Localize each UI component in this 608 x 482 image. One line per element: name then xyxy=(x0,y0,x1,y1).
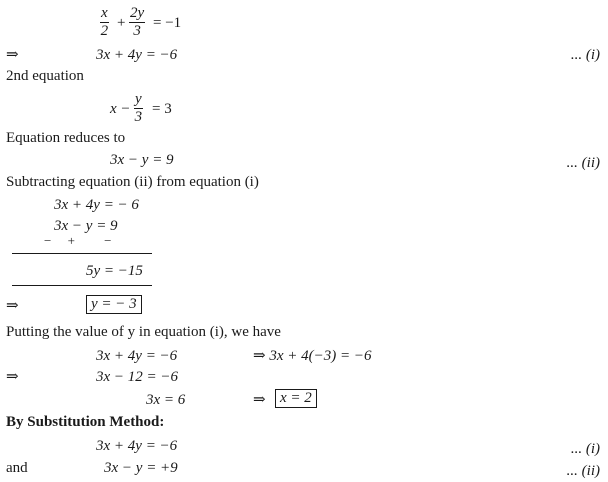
subtraction-rule-bottom xyxy=(12,285,152,286)
fraction-numerator: y xyxy=(135,91,142,107)
fraction-denominator: 2 xyxy=(100,23,109,39)
implies-arrow: ⇒ xyxy=(6,298,19,314)
label-2nd-equation: 2nd equation xyxy=(6,68,84,84)
label-equation-reduces: Equation reduces to xyxy=(6,130,126,146)
label-subtracting: Subtracting equation (ii) from equation (i) xyxy=(6,174,259,190)
fraction-denominator: 3 xyxy=(129,22,145,39)
implies-arrow: ⇒ xyxy=(6,369,19,385)
fraction-numerator: x xyxy=(101,5,108,21)
final-equation-i: 3x + 4y = −6 xyxy=(96,438,178,454)
subtraction-row-1: 3x + 4y = − 6 xyxy=(54,197,139,213)
fraction-numerator: 2y xyxy=(130,5,145,21)
section-heading-substitution: By Substitution Method: xyxy=(6,414,165,430)
subtraction-signs: − + − xyxy=(44,233,112,248)
implies-arrow: ⇒ xyxy=(6,47,19,63)
equation-i: 3x + 4y = −6 xyxy=(96,47,178,63)
fraction-2y-over-3 xyxy=(129,6,145,39)
final-equation-ii: 3x − y = +9 xyxy=(104,460,178,476)
step-1-equation: 3x + 4y = −6 xyxy=(96,348,178,364)
subtraction-rule-top xyxy=(12,253,152,254)
subtraction-row-2: 3x − y = 9 xyxy=(54,218,118,234)
step-1-substituted: ⇒ 3x + 4(−3) = −6 xyxy=(253,348,372,364)
plus-sign: + xyxy=(117,15,126,31)
implies-arrow: ⇒ xyxy=(253,392,266,408)
label-and: and xyxy=(6,460,28,476)
equation-ii: 3x − y = 9 xyxy=(110,152,174,168)
boxed-result-x: x = 2 xyxy=(275,389,317,408)
equation-reference-i: ... (i) xyxy=(570,441,600,457)
equation-rhs: = 3 xyxy=(152,101,172,117)
equation-reference-i: ... (i) xyxy=(570,47,600,63)
step-3-equation: 3x = 6 xyxy=(146,392,186,408)
equation-reference-ii: ... (ii) xyxy=(566,155,600,171)
equation-lhs: x − xyxy=(110,101,131,117)
subtraction-result: 5y = −15 xyxy=(86,263,143,279)
fraction-denominator: 3 xyxy=(134,109,143,125)
step-2-equation: 3x − 12 = −6 xyxy=(96,369,179,385)
fraction-x-over-2 xyxy=(100,6,109,39)
label-putting-value: Putting the value of y in equation (i), we have xyxy=(6,324,281,340)
equation-reference-ii: ... (ii) xyxy=(566,463,600,479)
boxed-result-y: y = − 3 xyxy=(86,295,142,314)
equation-rhs: = −1 xyxy=(153,15,182,31)
fraction-y-over-3 xyxy=(134,92,143,125)
